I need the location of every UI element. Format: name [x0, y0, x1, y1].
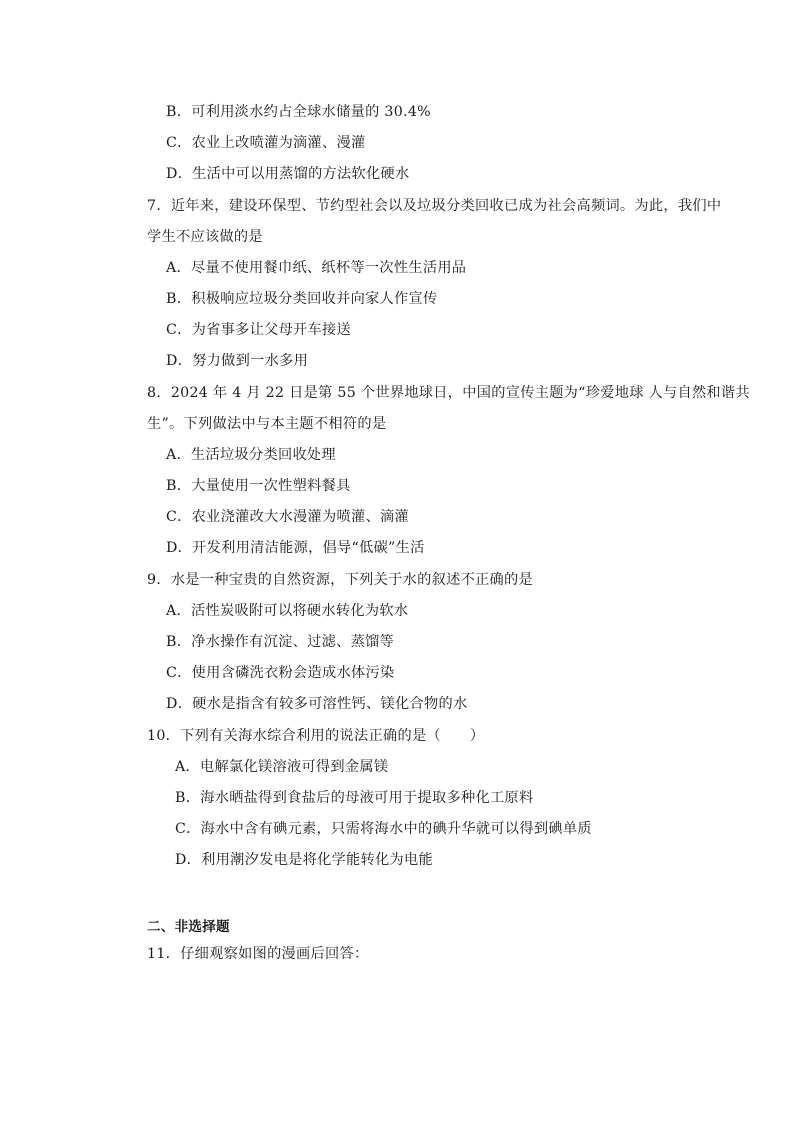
q8-option-d: D．开发利用清洁能源，倡导“低碳”生活	[166, 540, 425, 556]
q11-stem-line1: 11．仔细观察如图的漫画后回答：	[147, 946, 369, 962]
q7-option-c: C．为省事多让父母开车接送	[166, 322, 352, 338]
q6-option-b: B．可利用淡水约占全球水储量的 30.4%	[166, 104, 431, 120]
q9-option-d: D．硬水是指含有较多可溶性钙、镁化合物的水	[166, 696, 468, 712]
q7-option-b: B．积极响应垃圾分类回收并向家人作宣传	[166, 291, 438, 307]
q7-option-d: D．努力做到一水多用	[166, 353, 309, 369]
q8-option-b: B．大量使用一次性塑料餐具	[166, 478, 351, 494]
q6-option-c: C．农业上改喷灌为滴灌、漫灌	[166, 135, 366, 151]
q7-stem-line2: 学生不应该做的是	[147, 229, 263, 245]
q9-option-a: A．活性炭吸附可以将硬水转化为软水	[166, 603, 409, 619]
q8-stem-line2: 生”。下列做法中与本主题不相符的是	[147, 416, 387, 432]
q10-option-d: D．利用潮汐发电是将化学能转化为电能	[175, 852, 433, 868]
q10-stem-line1: 10．下列有关海水综合利用的说法正确的是（ ）	[147, 728, 485, 744]
q6-option-d: D．生活中可以用蒸馏的方法软化硬水	[166, 166, 410, 182]
q9-stem-line1: 9．水是一种宝贵的自然资源，下列关于水的叙述不正确的是	[147, 572, 534, 588]
q8-option-a: A．生活垃圾分类回收处理	[166, 447, 336, 463]
q9-option-c: C．使用含磷洗衣粉会造成水体污染	[166, 665, 395, 681]
section-heading: 二、非选择题	[147, 919, 230, 935]
q10-option-c: C．海水中含有碘元素，只需将海水中的碘升华就可以得到碘单质	[175, 821, 592, 837]
q10-option-b: B．海水晒盐得到食盐后的母液可用于提取多种化工原料	[175, 790, 534, 806]
q9-option-b: B．净水操作有沉淀、过滤、蒸馏等	[166, 634, 395, 650]
q10-option-a: A．电解氯化镁溶液可得到金属镁	[175, 759, 389, 775]
q8-stem-line1: 8．2024 年 4 月 22 日是第 55 个世界地球日，中国的宣传主题为“珍爱地球 人与自然和谐共	[147, 385, 750, 401]
q7-option-a: A．尽量不使用餐巾纸、纸杯等一次性生活用品	[166, 260, 467, 276]
q7-stem-line1: 7．近年来，建设环保型、节约型社会以及垃圾分类回收已成为社会高频词。为此，我们中	[147, 198, 722, 214]
q8-option-c: C．农业浇灌改大水漫灌为喷灌、滴灌	[166, 509, 409, 525]
